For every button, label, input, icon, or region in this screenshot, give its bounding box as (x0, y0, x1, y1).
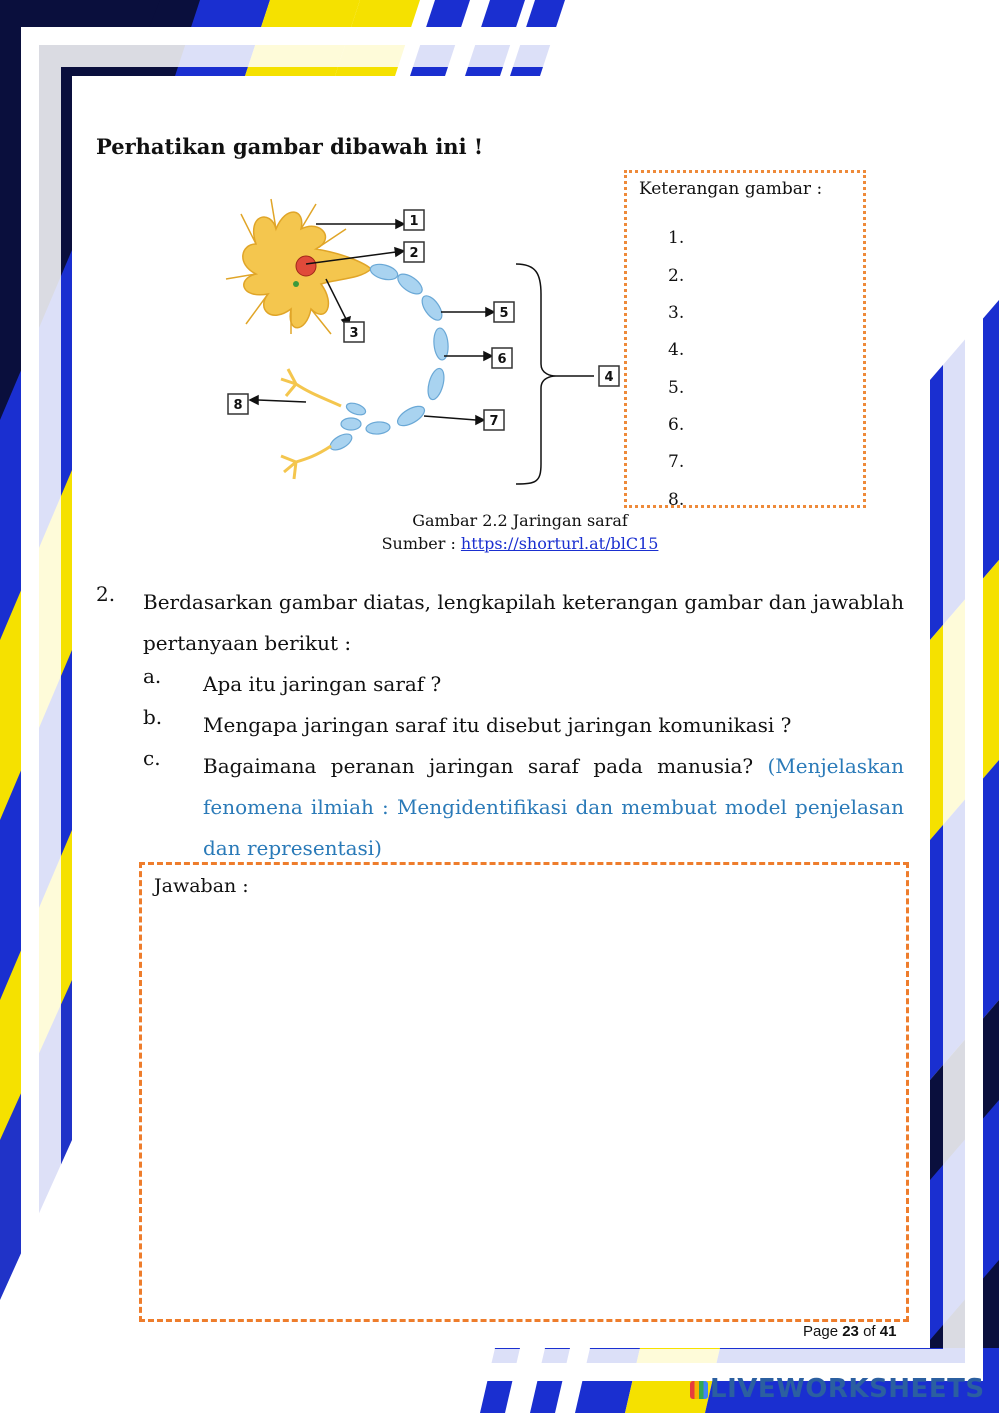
figure-source (300, 534, 740, 553)
answer-box[interactable] (139, 862, 909, 1322)
sub-question-c-note: (Menjelaskan fenomena ilmiah : Mengidentifikasi dan membuat model penjelasan dan representasi) (203, 754, 904, 860)
figure-label-3: 3 (349, 326, 359, 341)
sub-question-c-text: Bagaimana peranan jaringan saraf pada manusia? (203, 754, 754, 778)
figure-label-1: 1 (409, 214, 419, 229)
watermark-text: LIVEWORKSHEETS (710, 1374, 985, 1404)
figure-label-6: 6 (497, 352, 507, 367)
sub-question-b-letter: b. (143, 705, 163, 729)
figure-label-8: 8 (233, 398, 243, 413)
figure-label-7: 7 (489, 414, 499, 429)
source-link[interactable]: https://shorturl.at/blC15 (460, 534, 659, 553)
of-word: of (863, 1323, 876, 1340)
figure-label-4: 4 (604, 370, 614, 385)
page-number (803, 1323, 896, 1340)
keterangan-item-5: 5. (668, 378, 685, 398)
section-heading: Perhatikan gambar dibawah ini ! (96, 134, 484, 159)
keterangan-item-3: 3. (668, 303, 685, 323)
keterangan-item-4: 4. (668, 340, 685, 360)
page-word: Page (803, 1323, 839, 1340)
liveworksheets-logo-icon (690, 1381, 708, 1399)
liveworksheets-watermark (690, 1374, 985, 1404)
figure-label-2: 2 (409, 246, 419, 261)
keterangan-item-2: 2. (668, 266, 685, 286)
current-page: 23 (842, 1323, 859, 1340)
keterangan-item-6: 6. (668, 415, 685, 435)
answer-label: Jawaban : (154, 875, 249, 897)
source-prefix: Sumber : (381, 534, 461, 553)
total-pages: 41 (879, 1323, 897, 1340)
sub-question-c (203, 746, 904, 869)
keterangan-item-8: 8. (668, 490, 685, 510)
sub-question-b-text: Mengapa jaringan saraf itu disebut jaringan komunikasi ? (203, 713, 792, 737)
keterangan-answer-box[interactable] (624, 170, 866, 508)
keterangan-item-1: 1. (668, 228, 685, 248)
sub-question-a-text: Apa itu jaringan saraf ? (203, 672, 442, 696)
keterangan-item-7: 7. (668, 452, 685, 472)
sub-question-a-letter: a. (143, 664, 162, 688)
figure-caption: Gambar 2.2 Jaringan saraf (412, 511, 628, 530)
neuron-diagram (196, 184, 626, 504)
question-number: 2. (96, 582, 116, 606)
sub-question-c-letter: c. (143, 746, 161, 770)
question-text: Berdasarkan gambar diatas, lengkapilah keterangan gambar dan jawablah pertanyaan berikut : (143, 590, 904, 655)
keterangan-title: Keterangan gambar : (639, 179, 823, 199)
figure-label-5: 5 (499, 306, 509, 321)
